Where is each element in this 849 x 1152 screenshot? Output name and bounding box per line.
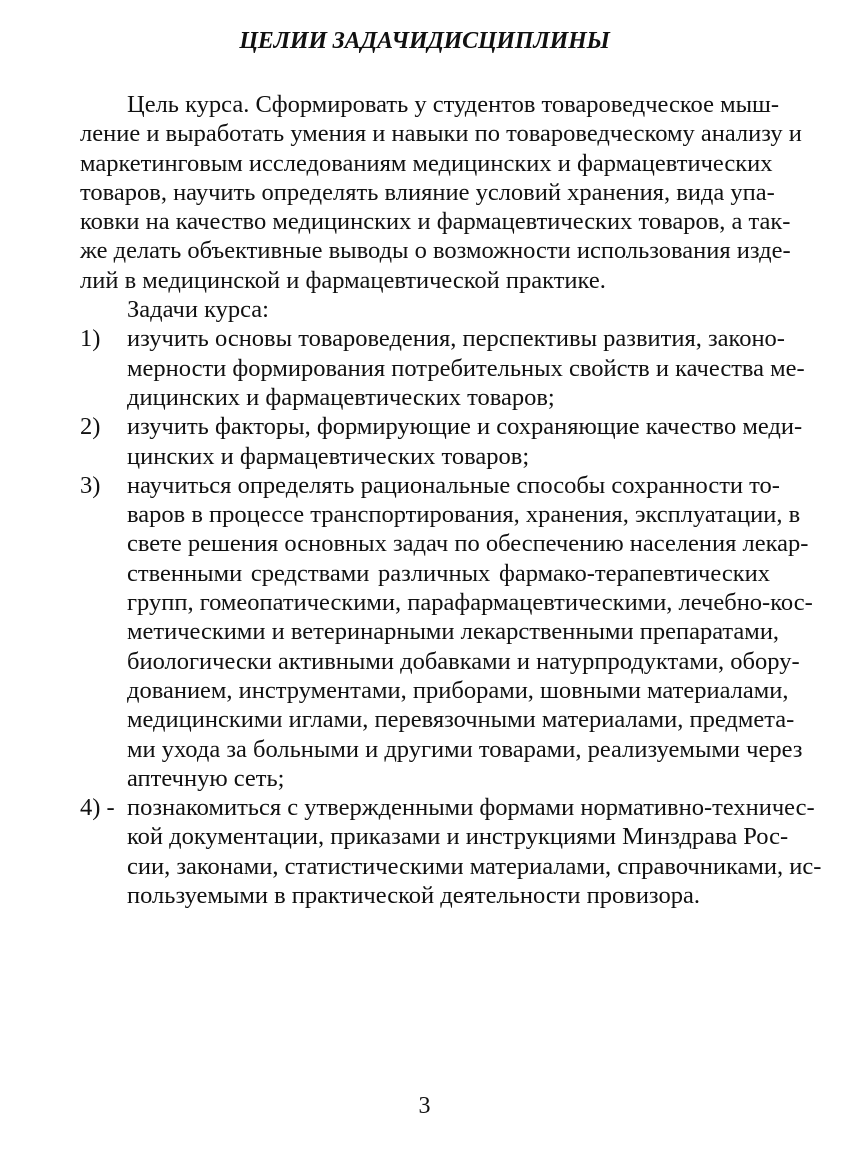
- list-item-line: цинских и фармацевтических товаров;: [127, 442, 530, 470]
- paragraph-line: же делать объективные выводы о возможности использования изде-: [80, 237, 791, 265]
- list-item-line: сии, законами, статистическими материалами, справочниками, ис-: [127, 852, 822, 880]
- list-item-line: ми ухода за больными и другими товарами, реализуемыми через: [127, 735, 803, 763]
- list-item: [80, 471, 813, 793]
- paragraph-line: Цель курса. Сформировать у студентов товароведческое мыш-: [127, 91, 780, 118]
- paragraph-line: товаров, научить определять влияние условий хранения, вида упа-: [80, 178, 775, 206]
- page-number: 3: [418, 1093, 431, 1119]
- paragraph-line: маркетинговым исследованиям медицинских и фармацевтических: [80, 149, 773, 177]
- list-item-line: ственными средствами различных фармако-терапевтических: [127, 559, 770, 587]
- list-item-line: свете решения основных задач по обеспечению населения лекар-: [127, 530, 809, 558]
- list-item-number: 3): [80, 471, 101, 499]
- list-item-number: 1): [80, 325, 101, 353]
- list-item-line: метическими и ветеринарными лекарственными препаратами,: [127, 618, 780, 646]
- list-item-line: аптечную сеть;: [127, 764, 285, 792]
- body-text: [80, 90, 822, 910]
- list-item-line: пользуемыми в практической деятельности провизора.: [127, 882, 700, 910]
- list-item-line: познакомиться с утвержденными формами нормативно-техничес-: [127, 794, 815, 822]
- list-item-line: изучить факторы, формирующие и сохраняющие качество меди-: [127, 413, 803, 441]
- list-item-line: биологически активными добавками и натурпродуктами, обору-: [127, 647, 800, 675]
- list-item-line: дованием, инструментами, приборами, шовными материалами,: [127, 676, 789, 704]
- list-item-line: варов в процессе транспортирования, хранения, эксплуатации, в: [127, 501, 801, 529]
- page-title: ЦЕЛИИ ЗАДАЧИДИСЦИПЛИНЫ: [239, 28, 610, 54]
- list-item-line: дицинских и фармацевтических товаров;: [127, 383, 555, 411]
- tasks-list: [80, 324, 822, 910]
- paragraph-line: лий в медицинской и фармацевтической практике.: [80, 266, 606, 294]
- list-item-line: медицинскими иглами, перевязочными материалами, предмета-: [127, 706, 795, 734]
- list-item-line: изучить основы товароведения, перспективы развития, законо-: [127, 325, 785, 353]
- paragraph-line: ковки на качество медицинских и фармацевтических товаров, а так-: [80, 208, 791, 236]
- list-item: [80, 793, 822, 910]
- list-item-number: 2): [80, 413, 101, 441]
- list-item-line: мерности формирования потребительных свойств и качества ме-: [127, 354, 805, 382]
- list-item-line: групп, гомеопатическими, парафармацевтическими, лечебно-кос-: [127, 589, 813, 617]
- goal-paragraph: [80, 90, 802, 295]
- list-item-number: 4) -: [80, 794, 115, 822]
- list-item-line: кой документации, приказами и инструкциями Минздрава Рос-: [127, 823, 789, 851]
- paragraph-line: ление и выработать умения и навыки по товароведческому анализу и: [80, 120, 802, 148]
- list-item: [80, 324, 805, 412]
- list-item: [80, 412, 803, 471]
- tasks-heading: Задачи курса:: [127, 296, 269, 324]
- list-item-line: научиться определять рациональные способы сохранности то-: [127, 471, 780, 499]
